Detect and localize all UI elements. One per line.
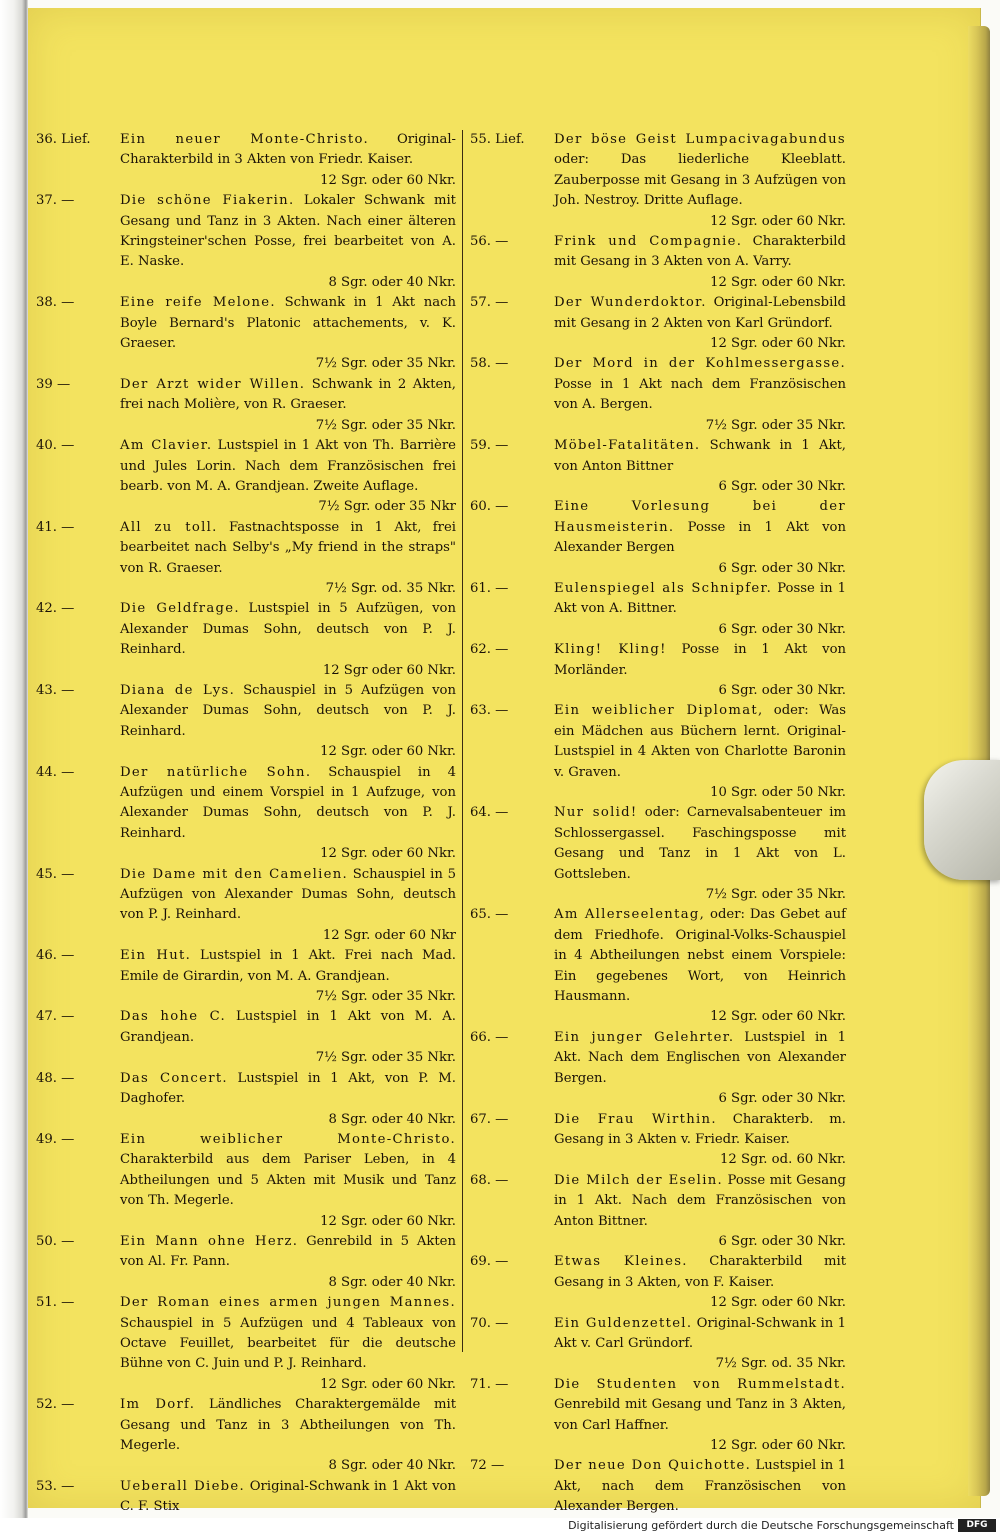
entry-description: oder: Das Gebet auf dem Friedhofe. Original-Volks-Schauspiel in 4 Abtheilungen nebst einem Vorspiele: Ein gegebenes Wort, von Heinrich Hausmann.: [554, 907, 846, 1005]
catalog-entry: [36, 1395, 456, 1477]
entry-body: [120, 1232, 456, 1293]
entry-number: 40. —: [36, 438, 75, 454]
entry-description: Lustspiel in 1 Akt, nach dem Französischen von Alexander Bergen.: [554, 1458, 846, 1515]
entry-body: [554, 803, 846, 905]
entry-number: 53. —: [36, 1478, 75, 1494]
catalog-entry: [36, 681, 456, 763]
entry-price: 7½ Sgr. oder 35 Nkr.: [315, 989, 456, 1005]
entry-description: Original-Lebensbild mit Gesang in 2 Akten von Karl Gründorf.: [554, 295, 846, 331]
entry-body: [554, 497, 846, 579]
entry-body: [120, 763, 456, 865]
entry-price: 6 Sgr. oder 30 Nkr.: [718, 560, 846, 576]
entry-description: Charakterb. m. Gesang in 3 Akten v. Friedr. Kaiser.: [554, 1111, 846, 1147]
entry-description: Schwank in 1 Akt, von Anton Bittner: [554, 438, 846, 474]
entry-description: Fastnachtsposse in 1 Akt, frei bearbeitet nach Selby's „My friend in the straps" von R. Graeser.: [120, 519, 456, 576]
entry-title: Die Dame mit den Camelien.: [120, 866, 348, 882]
entry-number: 66. —: [470, 1029, 509, 1045]
entry-title: Diana de Lys.: [120, 682, 236, 698]
entry-description: Lustspiel in 1 Akt von Th. Barrière und Jules Lorin. Nach dem Französischen frei bearb. von M. A. Grandjean. Zweite Auflage.: [120, 438, 456, 494]
entry-price: 7½ Sgr. oder 35 Nkr.: [705, 887, 846, 903]
entry-number: 46. —: [36, 948, 75, 964]
entry-description: Posse in 1 Akt von Alexander Bergen: [554, 519, 846, 556]
catalog-entry: [36, 1293, 456, 1395]
entry-price: 8 Sgr. oder 40 Nkr.: [328, 1111, 456, 1127]
entry-body: [554, 232, 846, 293]
entry-body: [120, 599, 456, 681]
entry-description: oder: Was ein Mädchen aus Büchern lernt. Original-Lustspiel in 4 Akten von Charlotte Baronin v. Graven.: [554, 703, 846, 780]
entry-body: [554, 1456, 846, 1518]
entry-body: [120, 518, 456, 600]
entry-description: Lustspiel in 1 Akt, von P. M. Daghofer.: [120, 1070, 456, 1107]
entry-number: 59. —: [470, 438, 509, 454]
footer-bar: [0, 1518, 1000, 1534]
entry-body: [554, 1252, 846, 1313]
entry-body: [120, 1007, 456, 1068]
entry-title: Ein Mann ohne Herz.: [120, 1233, 299, 1249]
entry-number: 56. —: [470, 234, 509, 250]
entry-description: Charakterbild mit Gesang in 3 Akten, von F. Kaiser.: [554, 1254, 846, 1290]
entry-price: 10 Sgr. oder 50 Nkr.: [710, 785, 846, 800]
entry-description: Original-Schwank in 1 Akt von C. F. Stix: [120, 1478, 456, 1515]
entry-description: Schauspiel in 5 Aufzügen von Alexander Dumas Sohn, deutsch von P. J. Reinhard.: [120, 682, 456, 739]
entry-price: 6 Sgr. oder 30 Nkr.: [718, 1233, 846, 1249]
entry-title: Eulenspiegel als Schnipfer.: [554, 580, 773, 596]
entry-description: Charakterbild mit Gesang in 3 Akten von A. Varry.: [554, 234, 846, 270]
entry-number: 55. Lief.: [470, 132, 525, 147]
catalog-entry: [470, 905, 846, 1027]
entry-description: Genrebild in 5 Akten von Al. Fr. Pann.: [120, 1233, 456, 1270]
entry-price: 12 Sgr. oder 60 Nkr.: [710, 1009, 846, 1025]
entry-body: [120, 191, 456, 293]
entry-price: 12 Sgr. oder 60 Nkr: [322, 927, 456, 943]
catalog-entry: [36, 375, 456, 436]
entry-number: 62. —: [470, 642, 509, 658]
entry-number: 37. —: [36, 193, 75, 209]
entry-number: 36. Lief.: [36, 132, 91, 147]
catalog-entry: [36, 1232, 456, 1293]
catalog-entry: [470, 1028, 846, 1110]
entry-title: Ein weiblicher Monte-Christo.: [120, 1131, 456, 1147]
catalog-entry: [470, 232, 846, 293]
catalog-entry: [470, 1314, 846, 1375]
entry-body: [554, 579, 846, 640]
entry-body: [554, 1375, 846, 1457]
entry-number: 71. —: [470, 1376, 509, 1392]
entry-price: 8 Sgr. oder 40 Nkr.: [328, 1458, 456, 1474]
entry-title: Ein weiblicher Diplomat,: [554, 703, 764, 719]
entry-price: 12 Sgr. oder 60 Nkr.: [710, 213, 846, 229]
catalog-entry: [36, 130, 456, 191]
entry-price: 12 Sgr. od. 60 Nkr.: [720, 1152, 846, 1168]
entry-number: 60. —: [470, 499, 509, 515]
entry-title: Am Clavier.: [120, 438, 213, 454]
entry-title: Der Arzt wider Willen.: [120, 376, 306, 392]
catalog-entry: [470, 1456, 846, 1518]
catalog-entry: [36, 518, 456, 600]
entry-title: Eine reife Melone.: [120, 295, 276, 311]
entry-number: 42. —: [36, 601, 75, 617]
entry-price: 12 Sgr. oder 60 Nkr.: [710, 1438, 846, 1453]
entry-body: [554, 293, 846, 354]
entry-title: Ein Guldenzettel.: [554, 1315, 693, 1331]
entry-title: Etwas Kleines.: [554, 1254, 688, 1270]
entry-number: 69. —: [470, 1254, 509, 1270]
catalog-entry: [470, 579, 846, 640]
entry-number: 47. —: [36, 1009, 75, 1025]
entry-description: Charakterbild aus dem Pariser Leben, in 4 Abtheilungen und 5 Akten mit Musik und Tanz von Th. Megerle.: [120, 1152, 456, 1209]
entry-body: [120, 865, 456, 947]
catalog-entry: [36, 599, 456, 681]
entry-title: Der natürliche Sohn.: [120, 764, 312, 780]
entry-body: [554, 1171, 846, 1253]
catalog-entry: [470, 1252, 846, 1313]
entry-body: [554, 640, 846, 701]
entry-title: Der Wunderdoktor.: [554, 295, 707, 311]
page-fold-tab: [924, 760, 1000, 880]
entry-body: [120, 1395, 456, 1477]
entry-body: [120, 293, 456, 375]
entry-price: 6 Sgr. oder 30 Nkr.: [718, 621, 846, 637]
entry-number: 67. —: [470, 1111, 509, 1127]
entry-title: All zu toll.: [120, 519, 218, 535]
entry-title: Der böse Geist Lumpacivagabundus: [554, 132, 846, 147]
catalog-entry: [36, 436, 456, 518]
entry-body: [120, 681, 456, 763]
entry-title: Ein neuer Monte-Christo.: [120, 132, 369, 147]
entry-price: 7½ Sgr. oder 35 Nkr.: [315, 1050, 456, 1066]
catalog-entry: [36, 1130, 456, 1232]
entry-title: Ein junger Gelehrter.: [554, 1029, 735, 1045]
entry-price: 12 Sgr. oder 60 Nkr.: [320, 1213, 456, 1229]
entry-body: [554, 905, 846, 1027]
entry-title: Das Concert.: [120, 1070, 228, 1086]
entry-body: [554, 1110, 846, 1171]
entry-title: Eine Vorlesung bei der Hausmeisterin.: [554, 499, 846, 535]
entry-title: Frink und Compagnie.: [554, 234, 743, 250]
entry-description: Genrebild mit Gesang und Tanz in 3 Akten, von Carl Haffner.: [554, 1397, 846, 1433]
entry-title: Möbel-Fatalitäten.: [554, 438, 701, 454]
entry-title: Ein Hut.: [120, 948, 192, 964]
catalog-entry: [470, 1375, 846, 1457]
catalog-entry: [36, 1069, 456, 1130]
entry-description: Schauspiel in 4 Aufzügen und einem Vorspiel in 1 Aufzuge, von Alexander Dumas Sohn, deutsch von P. J. Reinhard.: [120, 764, 456, 841]
entry-body: [120, 375, 456, 436]
entry-description: Original-Schwank in 1 Akt v. Carl Gründorf.: [554, 1315, 847, 1351]
catalog-entry: [470, 640, 846, 701]
entry-number: 43. —: [36, 682, 75, 698]
entry-description: Posse in 1 Akt von Morländer.: [554, 642, 846, 678]
entry-description: Lustspiel in 1 Akt von M. A. Grandjean.: [120, 1009, 456, 1045]
entry-description: Lustspiel in 5 Aufzügen, von Alexander Dumas Sohn, deutsch von P. J. Reinhard.: [120, 601, 456, 658]
entry-description: Schauspiel in 5 Aufzügen von Alexander Dumas Sohn, deutsch von P. J. Reinhard.: [120, 866, 457, 923]
entry-description: Posse mit Gesang in 1 Akt. Nach dem Französischen von Anton Bittner.: [554, 1172, 846, 1229]
entry-body: [554, 130, 846, 232]
entry-number: 44. —: [36, 764, 75, 780]
entry-price: 7½ Sgr. oder 35 Nkr.: [315, 417, 456, 433]
entry-description: oder: Das liederliche Kleeblatt. Zauberposse mit Gesang in 3 Aufzügen von Joh. Nestroy. Dritte Auflage.: [554, 152, 846, 209]
entry-title: Der neue Don Quichotte.: [554, 1458, 752, 1474]
entry-number: 72 —: [470, 1458, 505, 1474]
entry-body: [554, 436, 846, 497]
binding-edge: [0, 0, 28, 1518]
entry-price: 7½ Sgr. od. 35 Nkr.: [715, 1356, 846, 1372]
catalog-entry: [470, 497, 846, 579]
catalog-entry: [36, 293, 456, 375]
entry-number: 61. —: [470, 580, 509, 596]
catalog-entry: [36, 1007, 456, 1068]
entry-description: Schwank in 1 Akt nach Boyle Bernard's Platonic attachements, v. K. Graeser.: [120, 295, 456, 352]
entry-price: 8 Sgr. oder 40 Nkr.: [328, 1274, 456, 1290]
entry-title: Nur solid!: [554, 805, 638, 821]
entry-body: [554, 701, 846, 803]
entry-number: 65. —: [470, 907, 509, 923]
entry-price: 12 Sgr. oder 60 Nkr.: [320, 1376, 456, 1392]
entry-body: [120, 1069, 456, 1130]
entry-description: Ländliches Charaktergemälde mit Gesang und Tanz in 3 Abtheilungen von Th. Megerle.: [120, 1397, 456, 1453]
entry-title: Die Studenten von Rummelstadt.: [554, 1376, 846, 1392]
entry-title: Im Dorf.: [120, 1397, 196, 1413]
entry-body: [120, 130, 456, 191]
entry-title: Kling! Kling!: [554, 642, 667, 658]
entry-number: 68. —: [470, 1172, 509, 1188]
entry-description: Lokaler Schwank mit Gesang und Tanz in 3 Akten. Nach einer älteren Kringsteiner'schen Posse, frei bearbeitet von A. E. Naske.: [120, 193, 456, 270]
entry-price: 7½ Sgr. oder 35 Nkr.: [315, 356, 456, 372]
dfg-logo: DFG: [958, 1519, 996, 1532]
entry-price: 8 Sgr. oder 40 Nkr.: [328, 274, 456, 290]
entry-price: 6 Sgr. oder 30 Nkr.: [718, 1091, 846, 1107]
catalog-entry: [470, 436, 846, 497]
right-column: [470, 130, 846, 1518]
entry-number: 39 —: [36, 376, 71, 392]
entry-description: Lustspiel in 1 Akt. Frei nach Mad. Emile de Girardin, von M. A. Grandjean.: [120, 948, 456, 984]
entry-price: 7½ Sgr. oder 35 Nkr.: [705, 417, 846, 433]
entry-body: [120, 946, 456, 1007]
entry-title: Das hohe C.: [120, 1009, 227, 1025]
entry-number: 57. —: [470, 295, 509, 311]
catalog-entry: [36, 1477, 456, 1518]
catalog-entry: [36, 763, 456, 865]
entry-price: 12 Sgr oder 60 Nkr.: [322, 662, 456, 678]
entry-body: [120, 1130, 456, 1232]
catalog-entry: [470, 1171, 846, 1253]
entry-number: 58. —: [470, 356, 509, 372]
digitization-credit: Digitalisierung gefördert durch die Deutsche Forschungsgemeinschaft: [568, 1519, 954, 1532]
entry-number: 49. —: [36, 1131, 75, 1147]
entry-description: Lustspiel in 1 Akt. Nach dem Englischen von Alexander Bergen.: [554, 1029, 846, 1086]
entry-price: 6 Sgr. oder 30 Nkr.: [718, 682, 846, 698]
entry-price: 12 Sgr. oder 60 Nkr.: [710, 1295, 846, 1311]
entry-number: 50. —: [36, 1233, 75, 1249]
entry-title: Die Frau Wirthin.: [554, 1111, 717, 1127]
catalog-entry: [36, 946, 456, 1007]
entry-price: 12 Sgr. oder 60 Nkr.: [320, 172, 456, 188]
entry-price: 12 Sgr. oder 60 Nkr.: [710, 274, 846, 290]
entry-number: 63. —: [470, 703, 509, 719]
entry-body: [120, 436, 456, 518]
entry-description: Posse in 1 Akt nach dem Französischen von A. Bergen.: [554, 376, 846, 413]
entry-title: Die schöne Fiakerin.: [120, 193, 295, 209]
entry-title: Der Roman eines armen jungen Mannes.: [120, 1295, 456, 1311]
entry-body: [120, 1477, 456, 1518]
entry-description: oder: Carnevalsabenteuer im Schlossergassel. Faschingsposse mit Gesang und Tanz in 1 Akt von L. Gottsleben.: [554, 805, 847, 882]
entry-body: [554, 1028, 846, 1110]
entry-number: 48. —: [36, 1070, 75, 1086]
catalog-entry: [470, 803, 846, 905]
catalog-entry: [470, 701, 846, 803]
entry-body: [554, 354, 846, 436]
entry-title: Die Geldfrage.: [120, 601, 240, 617]
entry-price: 7½ Sgr. oder 35 Nkr: [318, 499, 456, 515]
entry-title: Die Milch der Eselin.: [554, 1172, 724, 1188]
entry-body: [120, 1293, 456, 1395]
entry-number: 64. —: [470, 805, 509, 821]
entry-price: 6 Sgr. oder 30 Nkr.: [718, 478, 846, 494]
entry-number: 45. —: [36, 866, 75, 882]
entry-price: 12 Sgr. oder 60 Nkr.: [320, 846, 456, 862]
entry-number: 51. —: [36, 1295, 75, 1311]
catalog-entry: [36, 191, 456, 293]
entry-title: Am Allerseelentag,: [554, 907, 706, 923]
entry-number: 38. —: [36, 295, 75, 311]
catalog-entry: [36, 865, 456, 947]
entry-description: Original-Charakterbild in 3 Akten von Friedr. Kaiser.: [120, 132, 456, 168]
entry-description: Schwank in 2 Akten, frei nach Molière, von R. Graeser.: [120, 376, 456, 413]
entry-title: Ueberall Diebe.: [120, 1478, 246, 1494]
catalog-entry: [470, 354, 846, 436]
entry-price: 7½ Sgr. od. 35 Nkr.: [325, 580, 456, 596]
catalog-entry: [470, 293, 846, 354]
entry-description: Posse in 1 Akt von A. Bittner.: [554, 580, 846, 617]
left-column: [36, 130, 456, 1518]
entry-price: 12 Sgr. oder 60 Nkr.: [710, 336, 846, 352]
catalog-entry: [470, 130, 846, 232]
entry-body: [554, 1314, 846, 1375]
entry-description: Schauspiel in 5 Aufzügen und 4 Tableaux von Octave Feuillet, bearbeitet für die deutsche Bühne von C. Juin und P. J. Reinhard.: [120, 1315, 456, 1372]
catalog-entry: [470, 1110, 846, 1171]
entry-title: Der Mord in der Kohlmessergasse.: [554, 356, 846, 372]
entry-number: 41. —: [36, 519, 75, 535]
column-divider: [462, 130, 463, 1352]
entry-number: 70. —: [470, 1315, 509, 1331]
entry-number: 52. —: [36, 1397, 75, 1413]
entry-price: 12 Sgr. oder 60 Nkr.: [320, 744, 456, 760]
